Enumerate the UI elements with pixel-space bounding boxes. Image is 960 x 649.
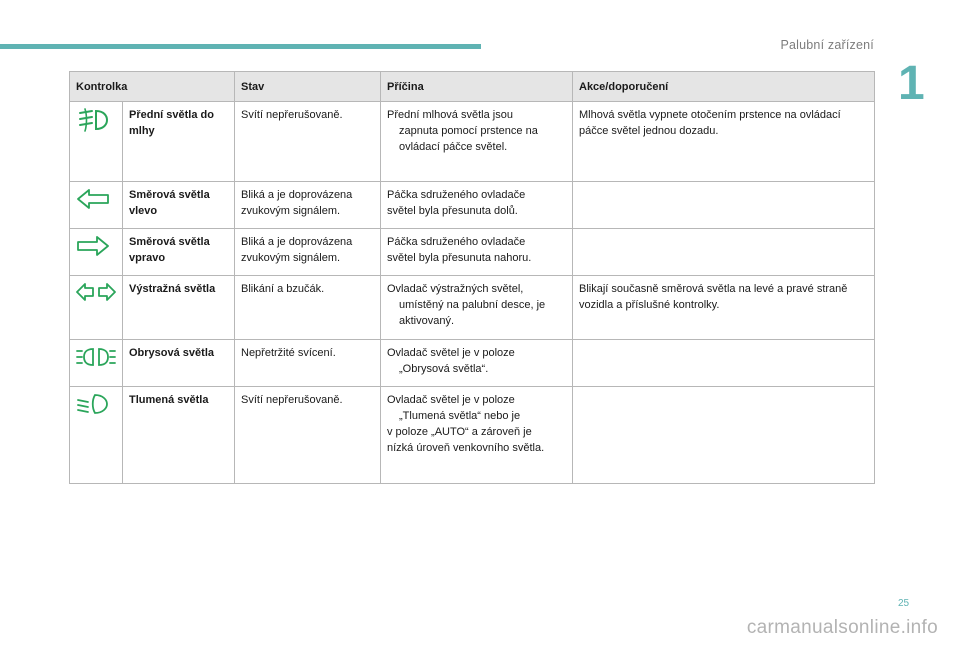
column-header-stav: Stav bbox=[235, 72, 381, 102]
lamp-akce bbox=[573, 229, 875, 276]
chapter-number: 1 bbox=[898, 57, 925, 110]
lamp-stav: Blikání a bzučák. bbox=[235, 276, 381, 340]
table-row bbox=[70, 340, 875, 387]
lamp-stav: Bliká a je doprovázena zvukovým signálem. bbox=[235, 182, 381, 229]
hazard-warning-icon bbox=[76, 281, 116, 303]
icon-cell bbox=[70, 102, 123, 182]
lamp-pricina: Přední mlhová světla jsou zapnuta pomocí prstence na ovládací páčce světel. bbox=[381, 102, 573, 182]
table-row bbox=[70, 229, 875, 276]
lamp-name: Výstražná světla bbox=[123, 276, 235, 340]
column-header-kontrolka: Kontrolka bbox=[70, 72, 235, 102]
left-turn-signal-icon bbox=[76, 187, 110, 211]
lamp-stav: Svítí nepřerušovaně. bbox=[235, 102, 381, 182]
icon-cell bbox=[70, 276, 123, 340]
table-row bbox=[70, 182, 875, 229]
icon-cell bbox=[70, 340, 123, 387]
lamp-name: Přední světla do mlhy bbox=[123, 102, 235, 182]
dipped-beam-icon bbox=[76, 392, 110, 416]
section-title: Palubní zařízení bbox=[780, 38, 874, 52]
lamp-pricina: Ovladač světel je v poloze „Tlumená světla“ nebo je v poloze „AUTO“ a zároveň je nízká úroveň venkovního světla. bbox=[381, 387, 573, 484]
lamp-pricina: Páčka sdruženého ovladače světel byla přesunuta nahoru. bbox=[381, 229, 573, 276]
right-turn-signal-icon bbox=[76, 234, 110, 258]
lamp-name: Obrysová světla bbox=[123, 340, 235, 387]
watermark: carmanualsonline.info bbox=[746, 617, 938, 638]
table-row bbox=[70, 102, 875, 182]
lamp-akce: Blikají současně směrová světla na levé a pravé straně vozidla a příslušné kontrolky. bbox=[573, 276, 875, 340]
lamp-pricina: Ovladač světel je v poloze „Obrysová světla“. bbox=[381, 340, 573, 387]
icon-cell bbox=[70, 387, 123, 484]
lamp-akce bbox=[573, 182, 875, 229]
lamp-akce bbox=[573, 387, 875, 484]
front-fog-light-icon bbox=[76, 107, 110, 133]
lamp-stav: Nepřetržité svícení. bbox=[235, 340, 381, 387]
lamp-stav: Bliká a je doprovázena zvukovým signálem. bbox=[235, 229, 381, 276]
lamp-pricina: Páčka sdruženého ovladače světel byla přesunuta dolů. bbox=[381, 182, 573, 229]
icon-cell bbox=[70, 229, 123, 276]
header-accent-bar bbox=[0, 44, 481, 49]
sidelights-icon bbox=[76, 345, 116, 369]
column-header-akce: Akce/doporučení bbox=[573, 72, 875, 102]
lamp-name: Směrová světla vlevo bbox=[123, 182, 235, 229]
lamp-stav: Svítí nepřerušovaně. bbox=[235, 387, 381, 484]
table-row bbox=[70, 387, 875, 484]
lamp-akce bbox=[573, 340, 875, 387]
lamp-name: Tlumená světla bbox=[123, 387, 235, 484]
table-row bbox=[70, 276, 875, 340]
table-header-row bbox=[70, 72, 875, 102]
column-header-pricina: Příčina bbox=[381, 72, 573, 102]
lamp-akce: Mlhová světla vypnete otočením prstence na ovládací páčce světel jednou dozadu. bbox=[573, 102, 875, 182]
lamp-name: Směrová světla vpravo bbox=[123, 229, 235, 276]
page-number: 25 bbox=[898, 598, 910, 609]
lamp-pricina: Ovladač výstražných světel, umístěný na palubní desce, je aktivovaný. bbox=[381, 276, 573, 340]
icon-cell bbox=[70, 182, 123, 229]
warning-lamp-table bbox=[69, 71, 875, 484]
